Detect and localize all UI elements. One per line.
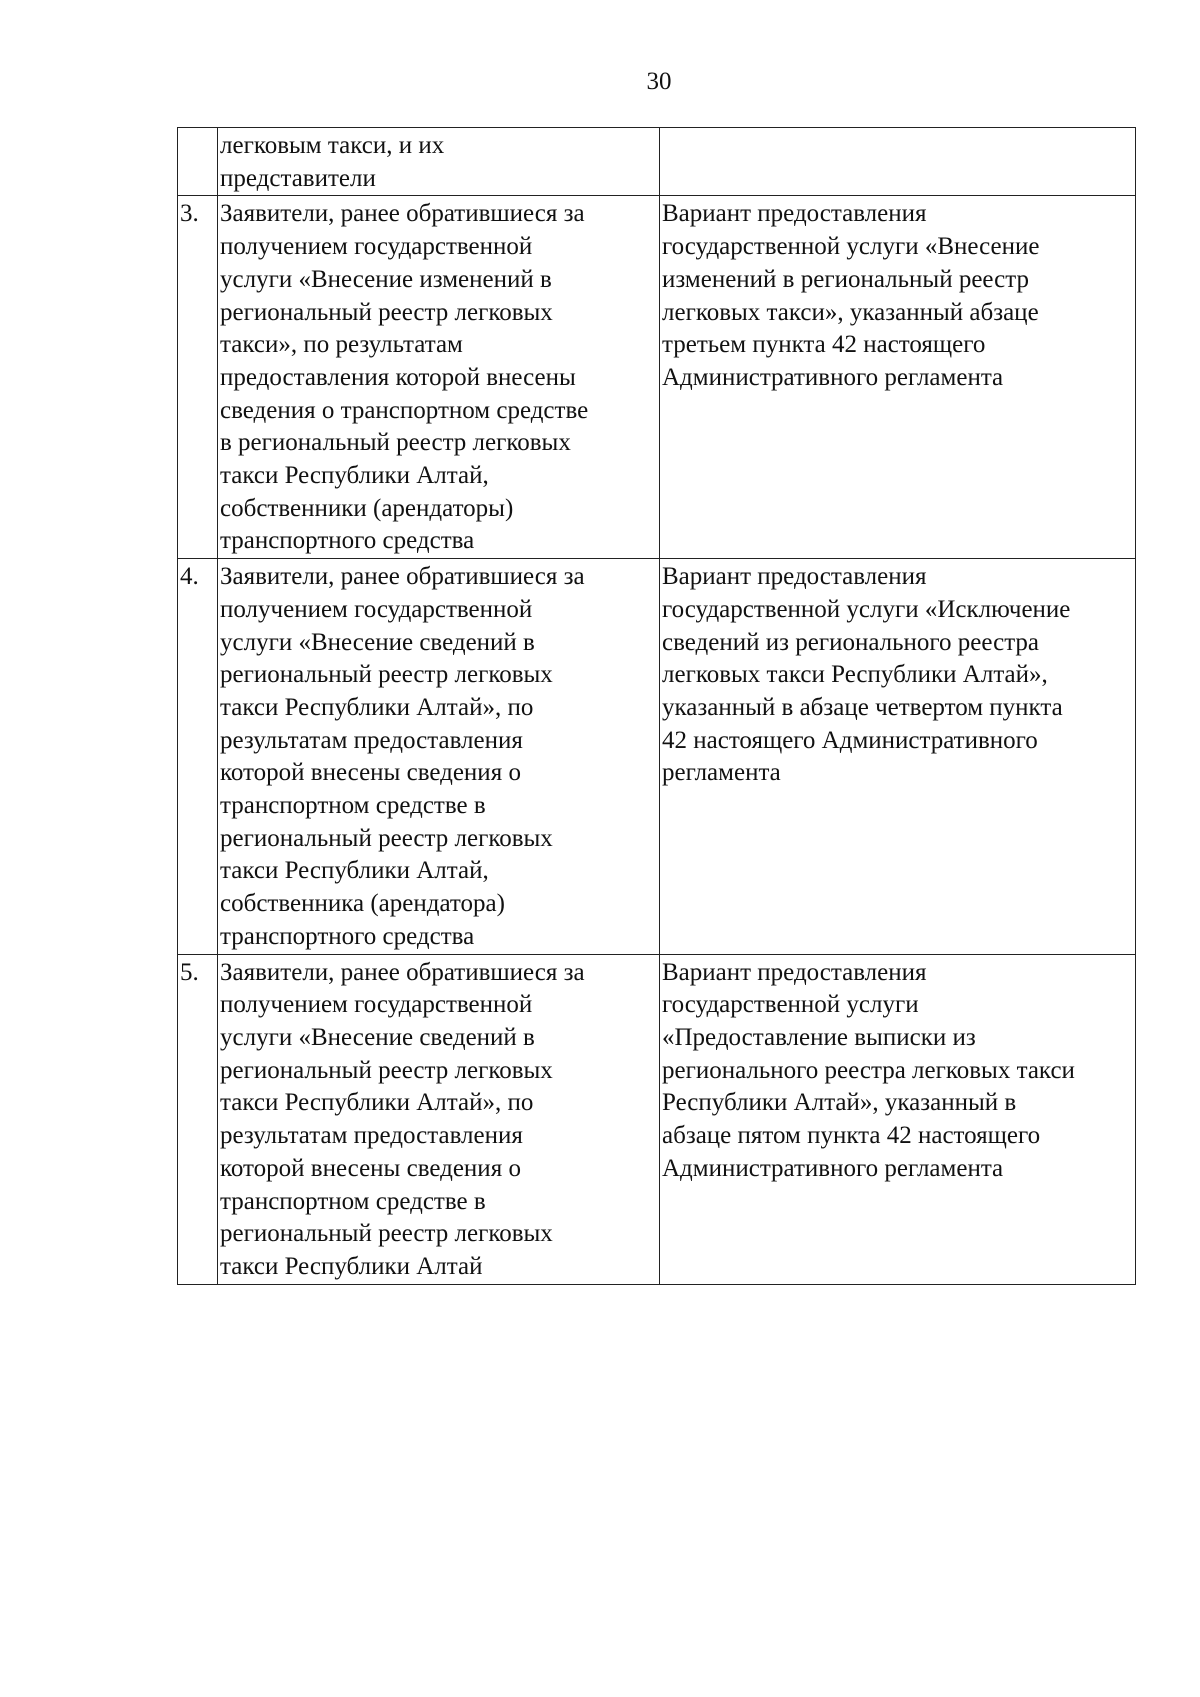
applicant-text-line: такси Республики Алтай (220, 1252, 483, 1280)
applicant-text-line: региональный реестр легковых (220, 298, 553, 326)
applicant-text-line: такси Республики Алтай», по (220, 693, 534, 721)
row-number-cell (178, 954, 218, 1284)
applicant-text-line: транспортном средстве в (220, 1187, 486, 1215)
applicant-category-cell (218, 196, 660, 559)
variant-text-line: легковых такси Республики Алтай», (662, 661, 1048, 689)
variant-text-line: регионального реестра легковых такси (662, 1056, 1075, 1084)
applicant-text-line: получением государственной (220, 233, 533, 261)
variant-text-line: Республики Алтай», указанный в (662, 1089, 1017, 1117)
variant-text-line: указанный в абзаце четвертом пункта (662, 693, 1063, 721)
applicant-text-line: которой внесены сведения о (220, 1154, 521, 1182)
applicant-text-line: Заявители, ранее обратившиеся за (220, 958, 585, 986)
table-body (178, 128, 1136, 1285)
applicant-text-line: сведения о транспортном средстве (220, 396, 589, 424)
applicant-text-line: получением государственной (220, 991, 533, 1019)
applicant-text-line: региональный реестр легковых (220, 1056, 553, 1084)
applicant-text-line: собственники (арендаторы) (220, 494, 514, 522)
variant-text-line: Вариант предоставления (662, 200, 927, 228)
applicant-text-line: легковым такси, и их (220, 132, 445, 159)
row-number-cell (178, 128, 218, 196)
variant-text-line: абзаце пятом пункта 42 настоящего (662, 1122, 1041, 1150)
variant-text-line: государственной услуги «Внесение (662, 233, 1040, 261)
applicant-text-line: региональный реестр легковых (220, 824, 553, 852)
applicant-text-line: Заявители, ранее обратившиеся за (220, 200, 585, 228)
applicant-text-line: Заявители, ранее обратившиеся за (220, 563, 585, 591)
applicant-text-line: услуги «Внесение изменений в (220, 265, 552, 293)
page-number: 30 (646, 68, 672, 95)
applicant-text-line: транспортного средства (220, 922, 475, 950)
applicant-category-cell (218, 954, 660, 1284)
variant-text-line: сведений из регионального реестра (662, 628, 1040, 656)
variant-text-line: 42 настоящего Административного (662, 726, 1038, 754)
service-variant-cell (660, 559, 1136, 954)
applicant-text-line: представители (220, 164, 376, 192)
applicant-text-line: такси Республики Алтай», по (220, 1089, 534, 1117)
service-variant-cell (660, 128, 1136, 196)
variant-text-line: государственной услуги «Исключение (662, 595, 1071, 623)
table-row (178, 128, 1136, 196)
row-number: 5. (180, 958, 199, 986)
table-row (178, 559, 1136, 954)
variant-text-line: государственной услуги (662, 991, 919, 1019)
applicant-text-line: такси Республики Алтай, (220, 857, 489, 885)
variant-text-line: Административного регламента (662, 1154, 1004, 1182)
applicant-text-line: в региональный реестр легковых (220, 429, 571, 457)
variant-text-line: третьем пункта 42 настоящего (662, 331, 986, 359)
applicant-text-line: транспортном средстве в (220, 792, 486, 820)
applicant-text-line: предоставления которой внесены (220, 363, 576, 391)
table-row (178, 196, 1136, 559)
applicant-text-line: услуги «Внесение сведений в (220, 628, 535, 656)
applicant-text-line: региональный реестр легковых (220, 1220, 553, 1248)
variant-text-line: изменений в региональный реестр (662, 265, 1029, 293)
services-variant-table (177, 127, 1136, 1285)
applicant-text-line: результатам предоставления (220, 1122, 523, 1150)
applicant-text-line: собственника (арендатора) (220, 890, 505, 918)
variant-text-line: Вариант предоставления (662, 563, 927, 591)
applicant-text-line: транспортного средства (220, 527, 475, 555)
row-number-cell (178, 196, 218, 559)
applicant-text-line: которой внесены сведения о (220, 759, 521, 787)
row-number-cell (178, 559, 218, 954)
applicant-text-line: услуги «Внесение сведений в (220, 1023, 535, 1051)
row-number: 3. (180, 200, 199, 228)
applicant-category-cell (218, 128, 660, 196)
variant-text-line: регламента (662, 759, 781, 787)
table-row (178, 954, 1136, 1284)
applicant-text-line: результатам предоставления (220, 726, 523, 754)
applicant-category-cell (218, 559, 660, 954)
applicant-text-line: такси Республики Алтай, (220, 462, 489, 490)
variant-text-line: легковых такси», указанный абзаце (662, 298, 1039, 326)
variant-text-line: Вариант предоставления (662, 958, 927, 986)
row-number: 4. (180, 563, 199, 591)
applicant-text-line: такси», по результатам (220, 331, 463, 359)
service-variant-cell (660, 196, 1136, 559)
variant-text-line: «Предоставление выписки из (662, 1023, 976, 1051)
variant-text-line: Административного регламента (662, 363, 1004, 391)
applicant-text-line: получением государственной (220, 595, 533, 623)
service-variant-cell (660, 954, 1136, 1284)
applicant-text-line: региональный реестр легковых (220, 661, 553, 689)
